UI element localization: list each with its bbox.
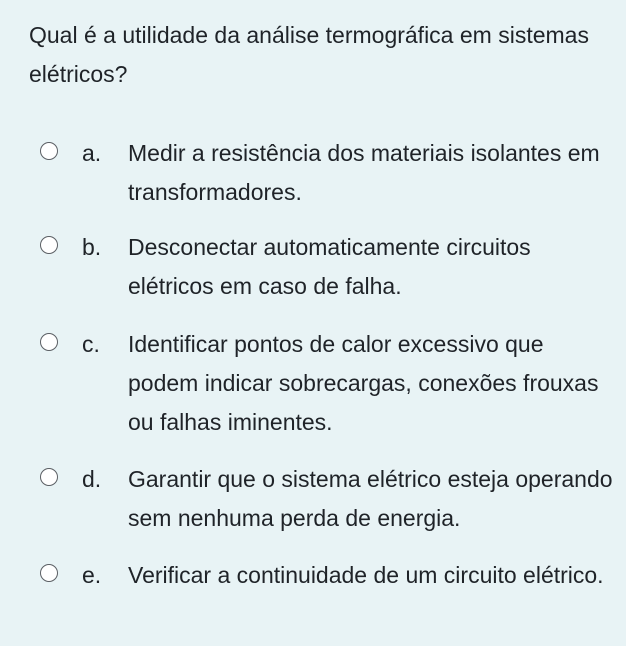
option-letter: e. [82,562,102,588]
option-letter: b. [82,234,102,260]
option-text: Garantir que o sistema elétrico esteja operando sem nenhuma perda de energia. [128,466,613,531]
radio-button-e[interactable] [40,564,58,582]
radio-button-c[interactable] [40,333,58,351]
question-text: Qual é a utilidade da análise termográfica em sistemas elétricos? [29,22,589,87]
option-letter: c. [82,331,100,357]
option-text: Desconectar automaticamente circuitos elétricos em caso de falha. [128,234,531,299]
option-text: Medir a resistência dos materiais isolantes em transformadores. [128,140,600,205]
radio-button-b[interactable] [40,236,58,254]
radio-button-a[interactable] [40,142,58,160]
option-text: Verificar a continuidade de um circuito elétrico. [128,562,604,588]
option-letter: d. [82,466,102,492]
radio-button-d[interactable] [40,468,58,486]
option-text: Identificar pontos de calor excessivo que podem indicar sobrecargas, conexões frouxas ou falhas iminentes. [128,331,599,435]
option-letter: a. [82,140,102,166]
